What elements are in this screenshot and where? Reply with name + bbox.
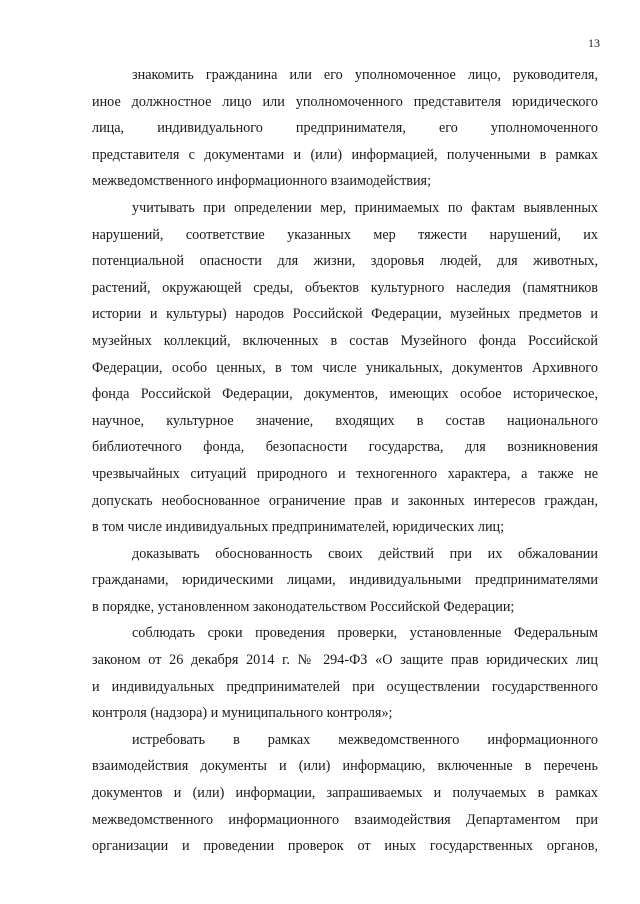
text-line: контроля (надзора) и муниципального контроля»; — [92, 705, 393, 722]
text-line: Федерации, особо ценных, в том числе уникальных, документов Архивного — [92, 359, 598, 376]
text-line: растений, окружающей среды, объектов культурного наследия (памятников — [92, 279, 598, 296]
text-line: законом от 26 декабря 2014 г. № 294-ФЗ «О защите прав юридических лиц — [92, 652, 598, 669]
text-line: учитывать при определении мер, принимаемых по фактам выявленных — [132, 199, 598, 216]
text-line: библиотечного фонда, безопасности государства, для возникновения — [92, 439, 598, 456]
text-line: нарушений, соответствие указанных мер тяжести нарушений, их — [92, 226, 598, 243]
text-line: чрезвычайных ситуаций природного и техногенного характера, а также не — [92, 465, 598, 482]
text-line: музейных коллекций, включенных в состав Музейного фонда Российской — [92, 332, 598, 349]
text-line: доказывать обоснованность своих действий при их обжаловании — [132, 545, 598, 562]
text-line: межведомственного информационного взаимодействия Департаментом при — [92, 811, 598, 828]
text-line: в порядке, установленном законодательством Российской Федерации; — [92, 598, 515, 615]
document-body — [92, 62, 598, 860]
text-line: истребовать в рамках межведомственного информационного — [132, 731, 598, 748]
text-line: представителя с документами и (или) информацией, полученными в рамках — [92, 146, 598, 163]
text-line: в том числе индивидуальных предпринимателей, юридических лиц; — [92, 519, 505, 536]
text-line: и индивидуальных предпринимателей при осуществлении государственного — [92, 678, 598, 695]
paragraph-inform-citizen — [92, 62, 598, 195]
text-line: фонда Российской Федерации, документов, имеющих особое историческое, — [92, 386, 598, 403]
paragraph-justify-actions — [92, 541, 598, 621]
text-line: взаимодействия документы и (или) информацию, включенные в перечень — [92, 758, 598, 775]
text-line: истории и культуры) народов Российской Федерации, музейных предметов и — [92, 306, 598, 323]
text-line: лица, индивидуального предпринимателя, его уполномоченного — [92, 120, 598, 137]
paragraph-consider-measures — [92, 195, 598, 541]
text-line: гражданами, юридическими лицами, индивидуальными предпринимателями — [92, 572, 598, 589]
paragraph-request-documents — [92, 727, 598, 860]
text-line: иное должностное лицо или уполномоченного представителя юридического — [92, 93, 598, 110]
text-line: знакомить гражданина или его уполномоченное лицо, руководителя, — [132, 67, 598, 83]
text-line: допускать необоснованное ограничение прав и законных интересов граждан, — [92, 492, 598, 509]
text-line: организации и проведении проверок от иных государственных органов, — [92, 838, 598, 855]
text-line: научное, культурное значение, входящих в состав национального — [92, 412, 598, 429]
text-line: межведомственного информационного взаимодействия; — [92, 173, 432, 190]
text-line: потенциальной опасности для жизни, здоровья людей, для животных, — [92, 253, 598, 270]
page-number: 13 — [588, 36, 600, 50]
paragraph-inspection-deadlines — [92, 620, 598, 726]
text-line: соблюдать сроки проведения проверки, установленные Федеральным — [132, 625, 598, 642]
text-line: документов и (или) информации, запрашиваемых и получаемых в рамках — [92, 785, 598, 802]
